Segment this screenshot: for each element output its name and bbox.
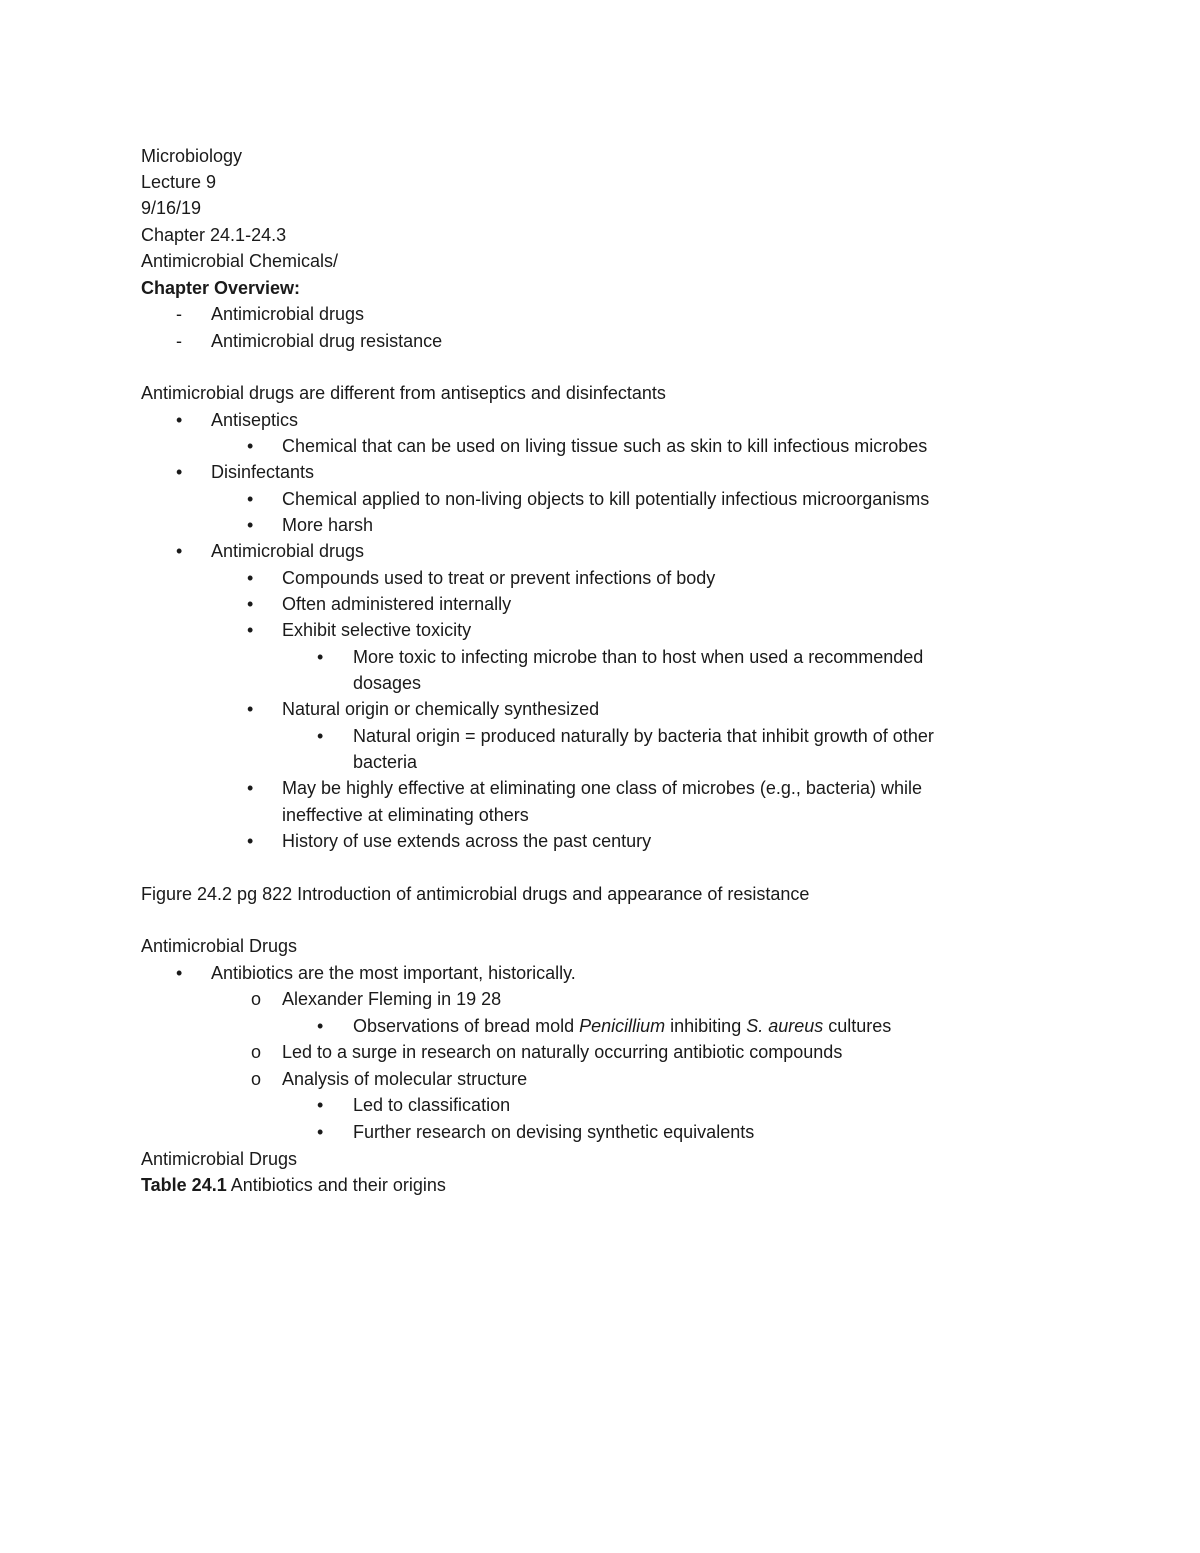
bullet-marker: • xyxy=(247,831,254,851)
bullet-marker: • xyxy=(176,541,183,561)
chapter-range: Chapter 24.1-24.3 xyxy=(141,225,287,245)
antimicrobial-label: Antimicrobial drugs xyxy=(211,541,365,561)
course-title: Microbiology xyxy=(141,146,243,166)
bullet-marker: • xyxy=(317,726,324,746)
antimicrobial-item: Natural origin or chemically synthesized xyxy=(282,699,600,719)
antibiotics-item: Antibiotics are the most important, historically. xyxy=(211,963,576,983)
table-text: Antibiotics and their origins xyxy=(226,1175,446,1195)
topic-title: Antimicrobial Chemicals/ xyxy=(141,251,339,271)
disinfectants-item: Chemical applied to non-living objects to kill potentially infectious microorganisms xyxy=(282,489,930,509)
antimicrobial-item: Exhibit selective toxicity xyxy=(282,620,472,640)
bullet-marker: • xyxy=(247,489,254,509)
antiseptics-item: Chemical that can be used on living tissue such as skin to kill infectious microbes xyxy=(282,436,928,456)
dash-marker: - xyxy=(176,304,182,324)
observations-item xyxy=(353,1013,891,1039)
antimicrobial-item: Often administered internally xyxy=(282,594,512,614)
section-heading: Antimicrobial Drugs xyxy=(141,1149,298,1169)
bullet-marker: • xyxy=(247,568,254,588)
overview-heading: Chapter Overview: xyxy=(141,278,301,298)
bullet-marker: • xyxy=(317,1016,324,1036)
bullet-marker: • xyxy=(317,647,324,667)
natural-sub-item-cont: bacteria xyxy=(353,752,418,772)
antiseptics-label: Antiseptics xyxy=(211,410,299,430)
lecture-number: Lecture 9 xyxy=(141,172,217,192)
selective-sub-item: More toxic to infecting microbe than to host when used a recommended xyxy=(353,647,924,667)
bullet-marker: • xyxy=(317,1095,324,1115)
natural-sub-item: Natural origin = produced naturally by bacteria that inhibit growth of other xyxy=(353,726,934,746)
antimicrobial-item: History of use extends across the past century xyxy=(282,831,652,851)
antimicrobial-item-cont: ineffective at eliminating others xyxy=(282,805,529,825)
section-heading: Antimicrobial Drugs xyxy=(141,936,298,956)
antimicrobial-item: May be highly effective at eliminating one class of microbes (e.g., bacteria) while xyxy=(282,778,922,798)
lecture-date: 9/16/19 xyxy=(141,198,202,218)
aureus-text: S. aureus xyxy=(746,1016,824,1036)
disinfectants-item: More harsh xyxy=(282,515,374,535)
analysis-sub-item: Further research on devising synthetic equivalents xyxy=(353,1122,755,1142)
selective-sub-item-cont: dosages xyxy=(353,673,422,693)
observations-text: cultures xyxy=(823,1016,892,1036)
bullet-marker: • xyxy=(247,515,254,535)
disinfectants-label: Disinfectants xyxy=(211,462,315,482)
bullet-marker: • xyxy=(247,699,254,719)
dash-marker: - xyxy=(176,331,182,351)
overview-item: Antimicrobial drugs xyxy=(211,304,365,324)
surge-item: Led to a surge in research on naturally occurring antibiotic compounds xyxy=(282,1042,843,1062)
analysis-item: Analysis of molecular structure xyxy=(282,1069,528,1089)
observations-text: inhibiting xyxy=(665,1016,747,1036)
fleming-item: Alexander Fleming in 19 28 xyxy=(282,989,502,1009)
analysis-sub-item: Led to classification xyxy=(353,1095,511,1115)
section-intro: Antimicrobial drugs are different from antiseptics and disinfectants xyxy=(141,383,666,403)
bullet-marker: • xyxy=(176,410,183,430)
circle-marker: o xyxy=(251,989,262,1009)
table-label: Table 24.1 xyxy=(141,1175,227,1195)
bullet-marker: • xyxy=(317,1122,324,1142)
circle-marker: o xyxy=(251,1042,262,1062)
bullet-marker: • xyxy=(247,594,254,614)
bullet-marker: • xyxy=(247,620,254,640)
bullet-marker: • xyxy=(247,436,254,456)
observations-text: Observations of bread mold xyxy=(353,1016,580,1036)
bullet-marker: • xyxy=(176,462,183,482)
bullet-marker: • xyxy=(176,963,183,983)
bullet-marker: • xyxy=(247,778,254,798)
figure-reference: Figure 24.2 pg 822 Introduction of antimicrobial drugs and appearance of resistance xyxy=(141,884,810,904)
penicillium-text: Penicillium xyxy=(579,1016,666,1036)
overview-item: Antimicrobial drug resistance xyxy=(211,331,443,351)
table-reference xyxy=(141,1172,446,1198)
circle-marker: o xyxy=(251,1069,262,1089)
antimicrobial-item: Compounds used to treat or prevent infections of body xyxy=(282,568,716,588)
